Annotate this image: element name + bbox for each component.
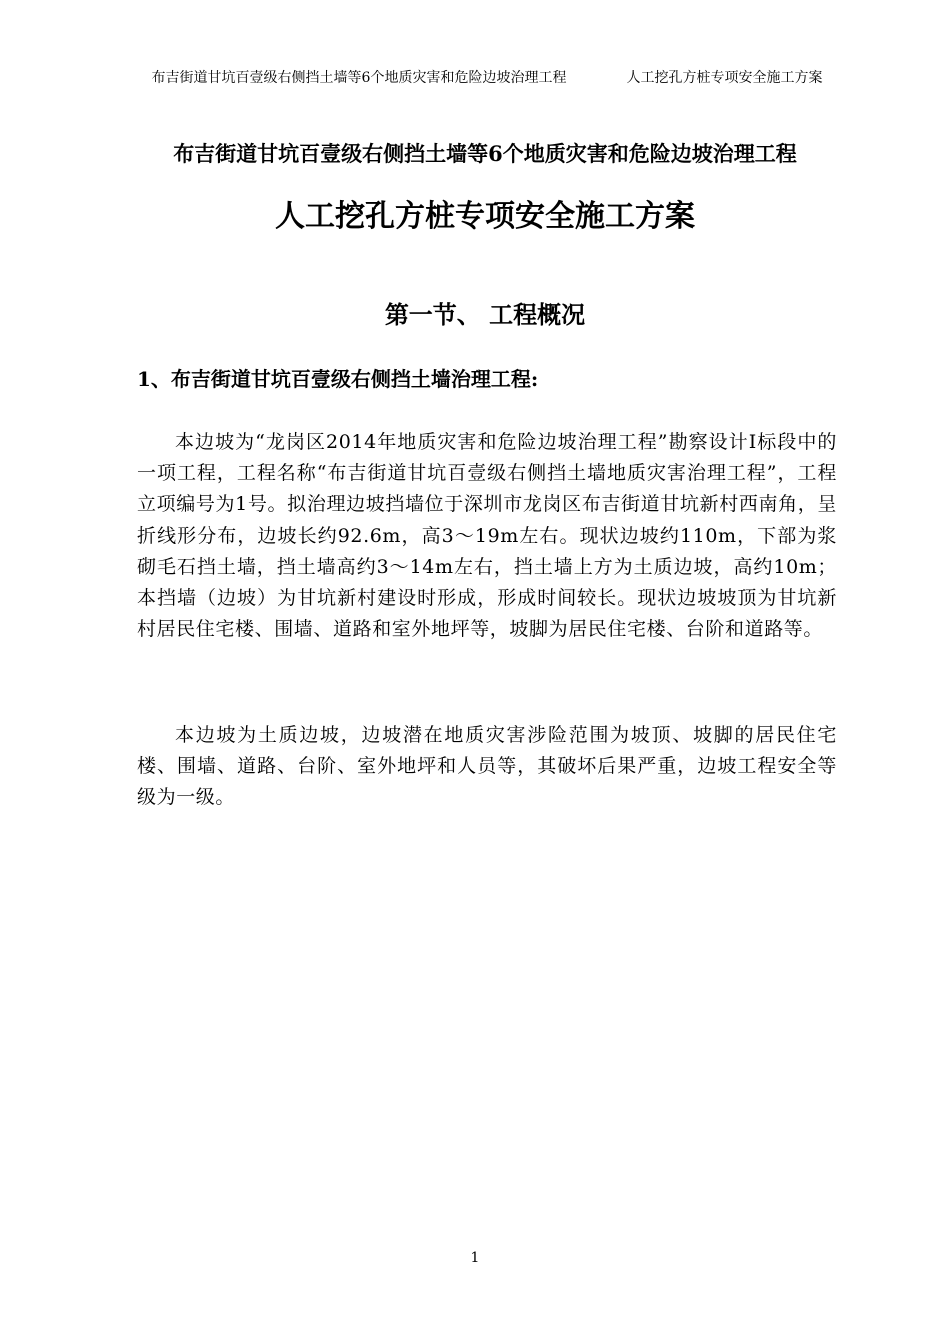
body-paragraph: 本边坡为土质边坡，边坡潜在地质灾害涉险范围为坡顶、坡脚的居民住宅楼、围墙、道路、台阶、室外地坪和人员等，其破坏后果严重，边坡工程安全等级为一级。	[137, 724, 837, 809]
body-paragraph: 本边坡为“龙岗区2014年地质灾害和危险边坡治理工程”勘察设计Ⅰ标段中的一项工程，工程名称“布吉街道甘坑百壹级右侧挡土墙地质灾害治理工程”，工程立项编号为1号。拟治理边坡挡墙位于深圳市龙岗区布吉街道甘坑新村西南角，呈折线形分布，边坡长约92.6m，高3～19m左右。现状边坡约110m，下部为浆砌毛石挡土墙，挡土墙高约3～14m左右，挡土墙上方为土质边坡，高约10m；本挡墙（边坡）为甘坑新村建设时形成，形成时间较长。现状边坡坡顶为甘坑新村居民住宅楼、围墙、道路和室外地坪等，坡脚为居民住宅楼、台阶和道路等。	[137, 431, 837, 641]
document-title: 人工挖孔方桩专项安全施工方案	[275, 199, 695, 234]
page-number: 1	[470, 1250, 480, 1266]
header-project-name: 布吉街道甘坑百壹级右侧挡土墙等6个地质灾害和危险边坡治理工程	[151, 70, 567, 86]
page-header	[137, 66, 837, 90]
section-title: 第一节、 工程概况	[384, 300, 586, 329]
subsection-title: 1、布吉街道甘坑百壹级右侧挡土墙治理工程:	[137, 367, 539, 391]
header-document-name: 人工挖孔方桩专项安全施工方案	[626, 70, 823, 86]
project-title: 布吉街道甘坑百壹级右侧挡土墙等6个地质灾害和危险边坡治理工程	[173, 141, 797, 166]
